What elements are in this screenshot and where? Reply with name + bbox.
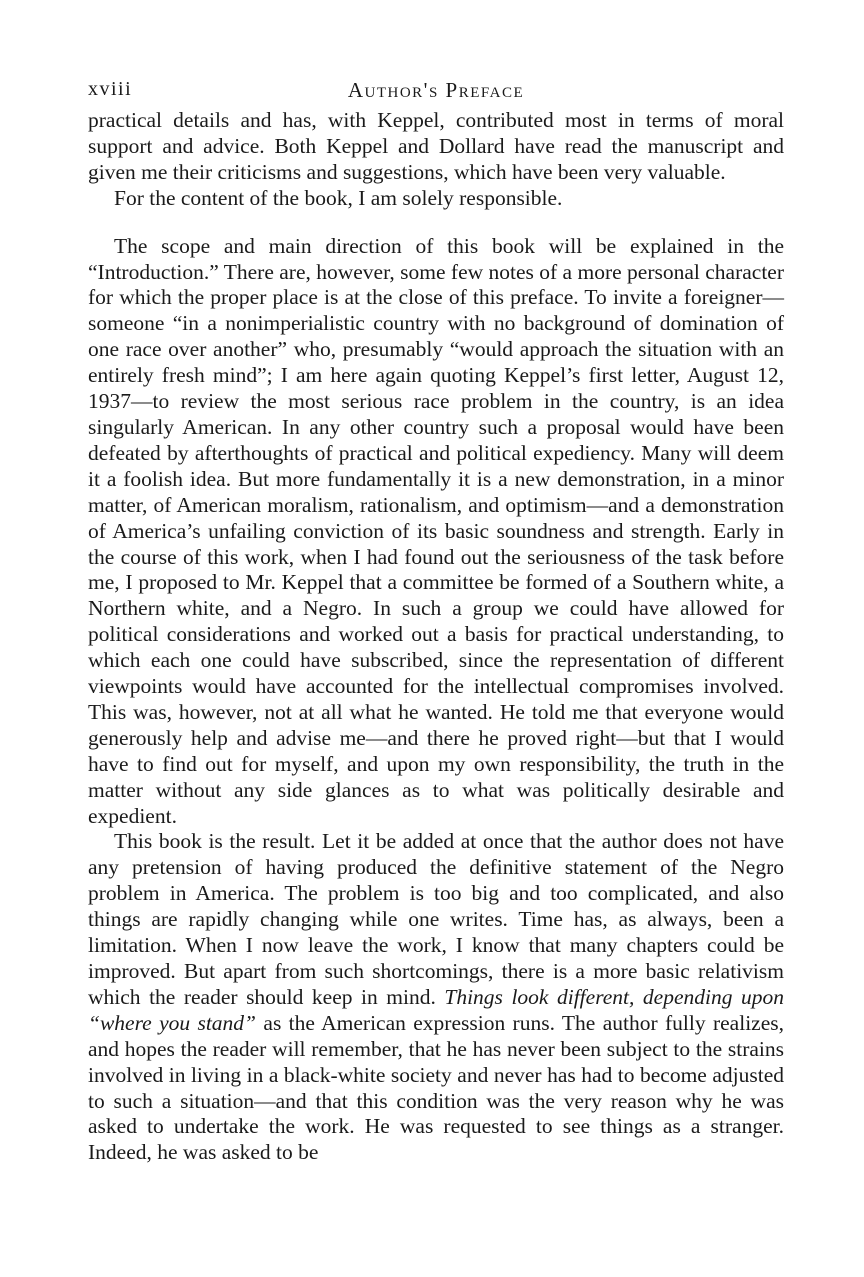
book-page — [88, 78, 784, 1166]
body-text — [88, 108, 784, 1166]
result-text-end: as the American expression runs. The author fully realizes, and hopes the reader will remember, that he has never been subject to the strains involved in living in a black-white society and never has had to become adjusted to such a situation—and that this condition was the very reason why he was asked to undertake the work. He was requested to see things as a stranger. Indeed, he was asked to be — [88, 1010, 784, 1165]
page-number: xviii — [88, 78, 133, 100]
paragraph-responsibility: For the content of the book, I am solely responsible. — [114, 185, 563, 210]
paragraph-result — [88, 829, 784, 1166]
result-italic-phrase: Things look different, depending upon “where you stand” — [88, 984, 785, 1035]
section-break — [88, 212, 784, 234]
running-head — [88, 78, 784, 108]
running-title: Author's Preface — [347, 78, 525, 102]
paragraph-scope: The scope and main direction of this book will be explained in the “Introduction.” There are, however, some few notes of a more personal character for which the proper place is at the close of this preface. To invite a foreigner—someone “in a nonimperialistic country with no background of domination of one race over another” who, presumably “would approach the situation with an entirely fresh mind”; I am here again quoting Keppel’s first letter, August 12, 1937—to review the most serious race problem in the country, is an idea singularly American. In any other country such a proposal would have been defeated by afterthoughts of practical and political expediency. Many will deem it a foolish idea. But more fundamentally it is a new demonstration, in a minor matter, of American moralism, rationalism, and optimism—and a demonstration of America’s unfailing conviction of its basic soundness and strength. Early in the course of this work, when I had found out the seriousness of the task before me, I proposed to Mr. Keppel that a committee be formed of a Southern white, a Northern white, and a Negro. In such a group we could have allowed for political considerations and worked out a basis for practical understanding, to which each one could have subscribed, since the representation of different viewpoints would have accounted for the intellectual compromises involved. This was, however, not at all what he wanted. He told me that everyone would generously help and advise me—and there he proved right—but that I would have to find out for myself, and upon my own responsibility, the truth in the matter without any side glances as to what was politically desirable and expedient. — [88, 233, 784, 828]
result-text-start: This book is the result. Let it be added at once that the author does not have any pretension of having produced the definitive statement of the Negro problem in America. The problem is too big and too complicated, and also things are rapidly changing while one writes. Time has, as always, been a limitation. When I now leave the work, I know that many chapters could be improved. But apart from such shortcomings, there is a more basic relativism which the reader should keep in mind. — [88, 829, 784, 1009]
paragraph-continued: practical details and has, with Keppel, contributed most in terms of moral support and advice. Both Keppel and Dollard have read the manuscript and given me their criticisms and suggestions, which have been very valuable. — [88, 108, 784, 184]
